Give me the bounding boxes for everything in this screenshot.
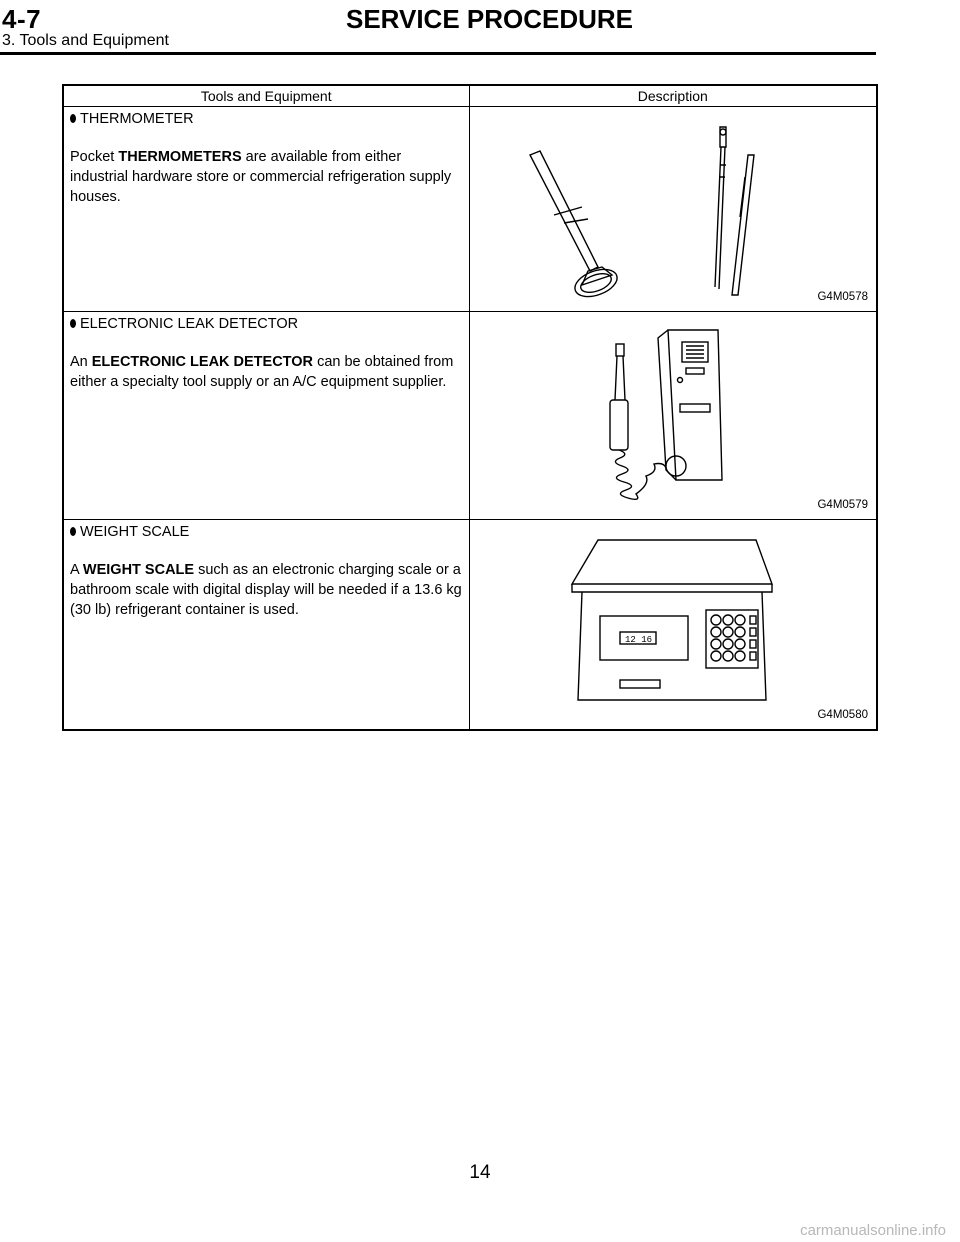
tool-paragraph [70,560,463,620]
header-rule [0,52,876,55]
table-header-row [63,85,877,107]
text-bold: THERMOMETERS [118,149,242,165]
tool-figure-cell [469,520,877,730]
column-header-description: Description [469,85,877,107]
bullet-icon [70,527,76,536]
tool-heading [70,314,463,334]
tool-description-cell [63,107,469,312]
column-header-tools: Tools and Equipment [63,85,469,107]
text-rest: are available from either industrial hardware store or commercial refrigeration supply houses. [70,149,452,205]
scale-display-reading: 12 16 [624,635,652,645]
tool-paragraph [70,147,463,207]
watermark: carmanualsonline.info [800,1222,946,1239]
tool-heading [70,522,463,542]
tool-description-cell [63,312,469,520]
text-bold: WEIGHT SCALE [82,562,195,578]
tool-description-cell [63,520,469,730]
section-subtitle: 3. Tools and Equipment [2,32,169,49]
tool-figure-cell [469,312,877,520]
text-rest: such as an electronic charging scale or a bathroom scale with digital display will be needed if a 13.6 kg (30 lb) refrigerant container is used. [70,562,462,618]
table-row [63,107,877,312]
thermometer-illustration [470,107,876,312]
leak-detector-illustration [470,312,876,520]
table-row [63,312,877,520]
table-row [63,520,877,730]
section-code: 4-7 [2,4,42,34]
bullet-icon [70,114,76,123]
weight-scale-illustration [470,520,876,730]
tools-table [62,84,878,731]
text-lead: Pocket [70,149,119,165]
text-rest: can be obtained from either a specialty tool supply or an A/C equipment supplier. [70,354,454,390]
figure-code: G4M0578 [817,291,868,303]
page-number: 14 [469,1162,491,1183]
section-title: SERVICE PROCEDURE [346,4,634,34]
tool-heading [70,109,463,129]
tool-paragraph [70,352,463,392]
text-lead: A [70,562,83,578]
tool-heading-text: ELECTRONIC LEAK DETECTOR [80,316,299,332]
figure-code: G4M0580 [817,708,868,721]
text-bold: ELECTRONIC LEAK DETECTOR [91,354,314,370]
tool-heading-text: WEIGHT SCALE [80,524,190,540]
bullet-icon [70,319,76,328]
text-lead: An [70,354,92,370]
figure-code: G4M0579 [817,499,868,511]
tool-heading-text: THERMOMETER [80,111,194,127]
tool-figure-cell [469,107,877,312]
keypad-keys [711,615,756,661]
